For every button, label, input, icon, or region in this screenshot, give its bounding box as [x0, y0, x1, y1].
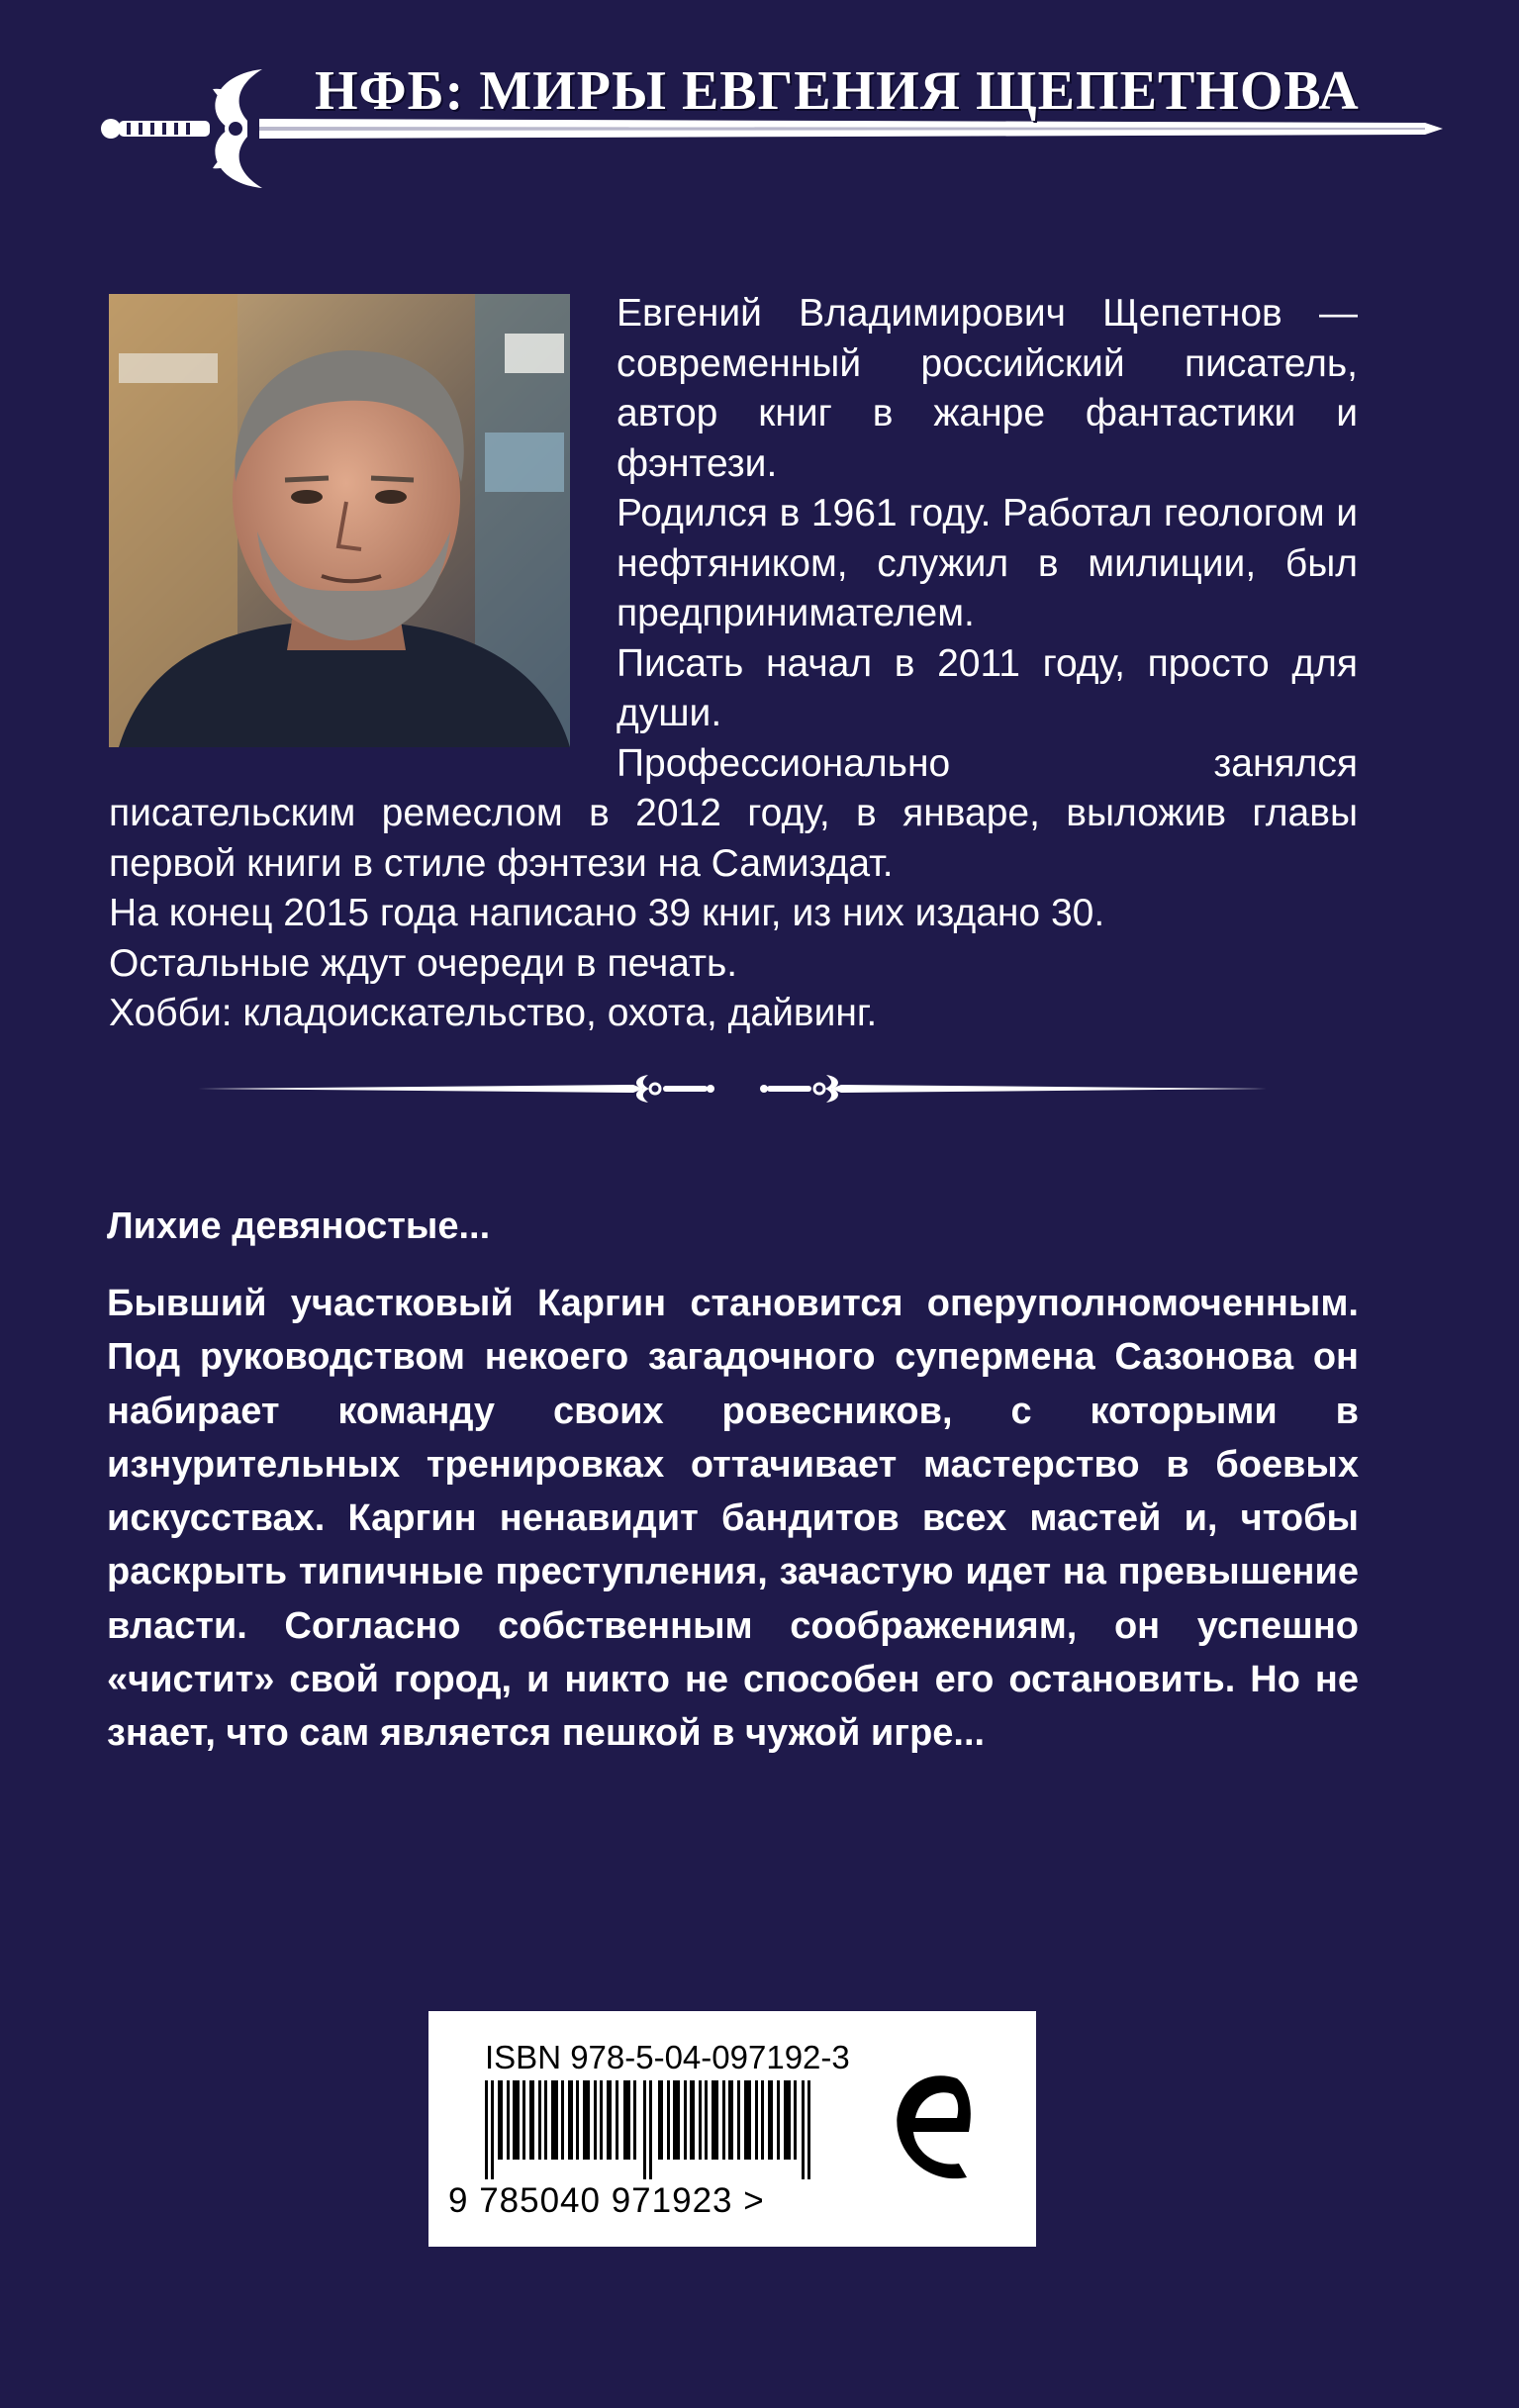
bio-paragraph: Родился в 1961 году. Работал геологом и нефтяником, служил в милиции, был предпринимателем.: [617, 492, 1358, 634]
barcode-digits: 9 785040 971923 >: [448, 2181, 765, 2220]
eksmo-logo-icon: [888, 2061, 987, 2199]
series-header: [0, 40, 1519, 198]
author-bio: [109, 289, 1358, 1039]
barcode-icon: [485, 2080, 861, 2179]
bio-paragraph: Остальные ждут очереди в печать.: [109, 941, 738, 985]
blurb-heading: Лихие девяностые...: [107, 1205, 491, 1247]
isbn-label: ISBN 978-5-04-097192-3: [485, 2039, 850, 2075]
bio-paragraph: Профессионально занялся писательским ремеслом в 2012 году, в январе, выложив главы первой книги в стиле фэнтези на Самиздат.: [109, 741, 1358, 885]
bio-paragraph: Хобби: кладоискательство, охота, дайвинг.: [109, 992, 878, 1034]
series-title: НФБ: МИРЫ ЕВГЕНИЯ ЩЕПЕТНОВА: [315, 60, 1360, 122]
ornament-divider-icon: [198, 1069, 1267, 1108]
blurb-text: Бывший участковый Каргин становится оперуполномоченным. Под руководством некоего загадочного супермена Сазонова он набирает команду своих ровесников, с которыми в изнурительных тренировках оттачивает мастерство в боевых искусствах. Каргин ненавидит бандитов всех мастей и, чтобы раскрыть типичные преступления, зачастую идет на превышение власти. Согласно собственным соображениям, он успешно «чистит» свой город, и никто не способен его остановить. Но не знает, что сам является пешкой в чужой игре...: [107, 1283, 1359, 1755]
bio-paragraph: Евгений Владимирович Щепетнов — современный российский писатель, автор книг в жанре фантастики и фэнтези.: [617, 292, 1358, 485]
bio-paragraph: Писать начал в 2011 году, просто для души.: [617, 641, 1358, 734]
barcode-block: [428, 2011, 1036, 2247]
bio-paragraph: На конец 2015 года написано 39 книг, из них издано 30.: [109, 892, 1105, 934]
